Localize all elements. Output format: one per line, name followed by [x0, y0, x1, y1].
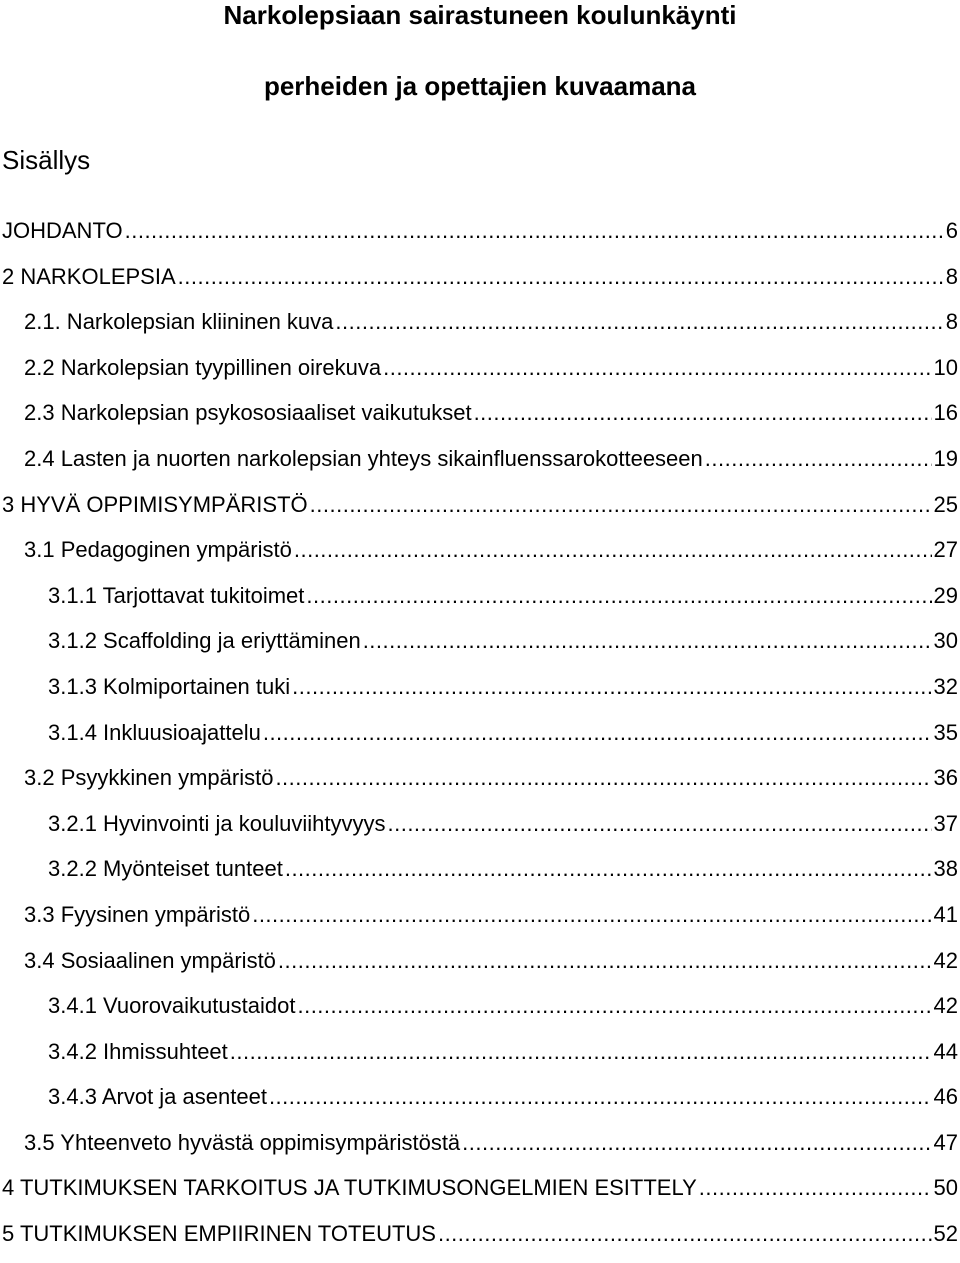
- contents-heading: Sisällys: [2, 145, 91, 175]
- document-title-line-2: perheiden ja opettajien kuvaamana: [263, 71, 697, 101]
- toc-entry[interactable]: [0, 852, 960, 898]
- toc-dot-leader: [306, 579, 931, 613]
- toc-entry-label: 2.3 Narkolepsian psykososiaaliset vaikutukset: [24, 400, 472, 426]
- toc-entry[interactable]: [0, 807, 960, 853]
- toc-entry-label: 3.1 Pedagoginen ympäristö: [24, 537, 292, 563]
- toc-dot-leader: [438, 1217, 932, 1251]
- toc-entry[interactable]: [0, 624, 960, 670]
- toc-entry-page-number: 6: [945, 218, 958, 243]
- toc-entry-label: 3.1.2 Scaffolding ja eriyttäminen: [48, 628, 361, 654]
- toc-entry-label: 3.4.3 Arvot ja asenteet: [48, 1084, 267, 1110]
- toc-entry-page-number: 30: [933, 628, 958, 654]
- toc-entry-label: 3.4.1 Vuorovaikutustaidot: [48, 993, 296, 1019]
- toc-dot-leader: [297, 989, 931, 1023]
- toc-dot-leader: [383, 351, 931, 385]
- toc-entry[interactable]: [0, 1035, 960, 1081]
- toc-entry[interactable]: [0, 260, 960, 306]
- toc-entry-page-number: 29: [933, 582, 958, 608]
- toc-entry-label: 5 TUTKIMUKSEN EMPIIRINEN TOTEUTUS: [2, 1221, 436, 1247]
- toc-entry-page-number: 36: [933, 765, 958, 791]
- toc-entry-label: 4 TUTKIMUKSEN TARKOITUS JA TUTKIMUSONGELMIEN ESITTELY: [2, 1175, 697, 1201]
- toc-dot-leader: [474, 396, 932, 430]
- toc-dot-leader: [292, 670, 931, 704]
- table-of-contents: [0, 214, 960, 1263]
- toc-entry-label: 3.4 Sosiaalinen ympäristö: [24, 947, 276, 973]
- toc-entry[interactable]: [0, 1126, 960, 1172]
- toc-entry-label: 2 NARKOLEPSIA: [2, 263, 176, 289]
- toc-entry-page-number: 8: [945, 263, 958, 289]
- toc-entry-label: 3.1.4 Inkluusioajattelu: [48, 719, 261, 745]
- toc-dot-leader: [275, 761, 931, 795]
- toc-dot-leader: [178, 260, 944, 294]
- toc-dot-leader: [335, 305, 943, 339]
- toc-dot-leader: [285, 852, 932, 886]
- toc-dot-leader: [278, 944, 932, 978]
- toc-entry-label: 3.1.1 Tarjottavat tukitoimet: [48, 582, 305, 608]
- toc-entry[interactable]: [0, 351, 960, 397]
- toc-entry[interactable]: [0, 761, 960, 807]
- toc-entry-label: 2.1. Narkolepsian kliininen kuva: [24, 309, 334, 335]
- toc-dot-leader: [269, 1080, 932, 1114]
- toc-entry[interactable]: [0, 214, 960, 260]
- toc-entry-label: 3.2.1 Hyvinvointi ja kouluviihtyvyys: [48, 810, 386, 836]
- toc-entry-page-number: 41: [933, 901, 958, 927]
- toc-dot-leader: [125, 214, 944, 248]
- toc-entry-page-number: 19: [933, 445, 958, 471]
- toc-entry-page-number: 32: [933, 673, 958, 699]
- toc-entry-label: 2.4 Lasten ja nuorten narkolepsian yhteys sikainfluenssarokotteeseen: [24, 445, 703, 471]
- toc-dot-leader: [310, 488, 932, 522]
- toc-entry-label: 3.4.2 Ihmissuhteet: [48, 1038, 228, 1064]
- toc-entry-label: 3.5 Yhteenveto hyvästä oppimisympäristöstä: [24, 1129, 461, 1155]
- toc-dot-leader: [387, 807, 931, 841]
- toc-entry[interactable]: [0, 488, 960, 534]
- toc-entry[interactable]: [0, 1080, 960, 1126]
- toc-entry[interactable]: [0, 396, 960, 442]
- toc-dot-leader: [705, 442, 932, 476]
- toc-entry[interactable]: [0, 305, 960, 351]
- toc-entry-page-number: 8: [945, 309, 958, 335]
- toc-dot-leader: [252, 898, 931, 932]
- toc-entry-page-number: 37: [933, 810, 958, 836]
- toc-entry-page-number: 16: [933, 400, 958, 426]
- toc-entry-page-number: 27: [933, 537, 958, 563]
- toc-entry[interactable]: [0, 1217, 960, 1263]
- toc-entry[interactable]: [0, 533, 960, 579]
- toc-entry-page-number: 50: [933, 1175, 958, 1201]
- toc-dot-leader: [699, 1171, 932, 1205]
- toc-entry[interactable]: [0, 989, 960, 1035]
- toc-entry-page-number: 42: [933, 993, 958, 1019]
- document-title-line-1: Narkolepsiaan sairastuneen koulunkäynti: [223, 0, 737, 30]
- toc-entry-page-number: 35: [933, 719, 958, 745]
- toc-entry-page-number: 44: [933, 1038, 958, 1064]
- toc-entry-label: JOHDANTO: [2, 218, 123, 243]
- toc-entry-label: 3.3 Fyysinen ympäristö: [24, 901, 251, 927]
- toc-entry-label: 3 HYVÄ OPPIMISYMPÄRISTÖ: [2, 491, 308, 517]
- toc-entry-page-number: 10: [933, 354, 958, 380]
- toc-entry[interactable]: [0, 1171, 960, 1217]
- toc-dot-leader: [294, 533, 932, 567]
- toc-entry[interactable]: [0, 579, 960, 625]
- toc-entry-page-number: 25: [933, 491, 958, 517]
- toc-entry[interactable]: [0, 442, 960, 488]
- toc-entry-page-number: 42: [933, 947, 958, 973]
- toc-dot-leader: [462, 1126, 931, 1160]
- toc-dot-leader: [230, 1035, 932, 1069]
- toc-entry-label: 3.1.3 Kolmiportainen tuki: [48, 673, 291, 699]
- toc-entry[interactable]: [0, 716, 960, 762]
- toc-entry-page-number: 52: [933, 1221, 958, 1247]
- toc-entry-label: 2.2 Narkolepsian tyypillinen oirekuva: [24, 354, 382, 380]
- toc-dot-leader: [363, 624, 932, 658]
- toc-dot-leader: [263, 716, 932, 750]
- toc-entry-label: 3.2 Psyykkinen ympäristö: [24, 765, 274, 791]
- toc-entry[interactable]: [0, 670, 960, 716]
- toc-entry-page-number: 38: [933, 856, 958, 882]
- toc-entry[interactable]: [0, 898, 960, 944]
- toc-entry-label: 3.2.2 Myönteiset tunteet: [48, 856, 283, 882]
- toc-entry-page-number: 46: [933, 1084, 958, 1110]
- toc-entry-page-number: 47: [933, 1129, 958, 1155]
- toc-entry[interactable]: [0, 944, 960, 990]
